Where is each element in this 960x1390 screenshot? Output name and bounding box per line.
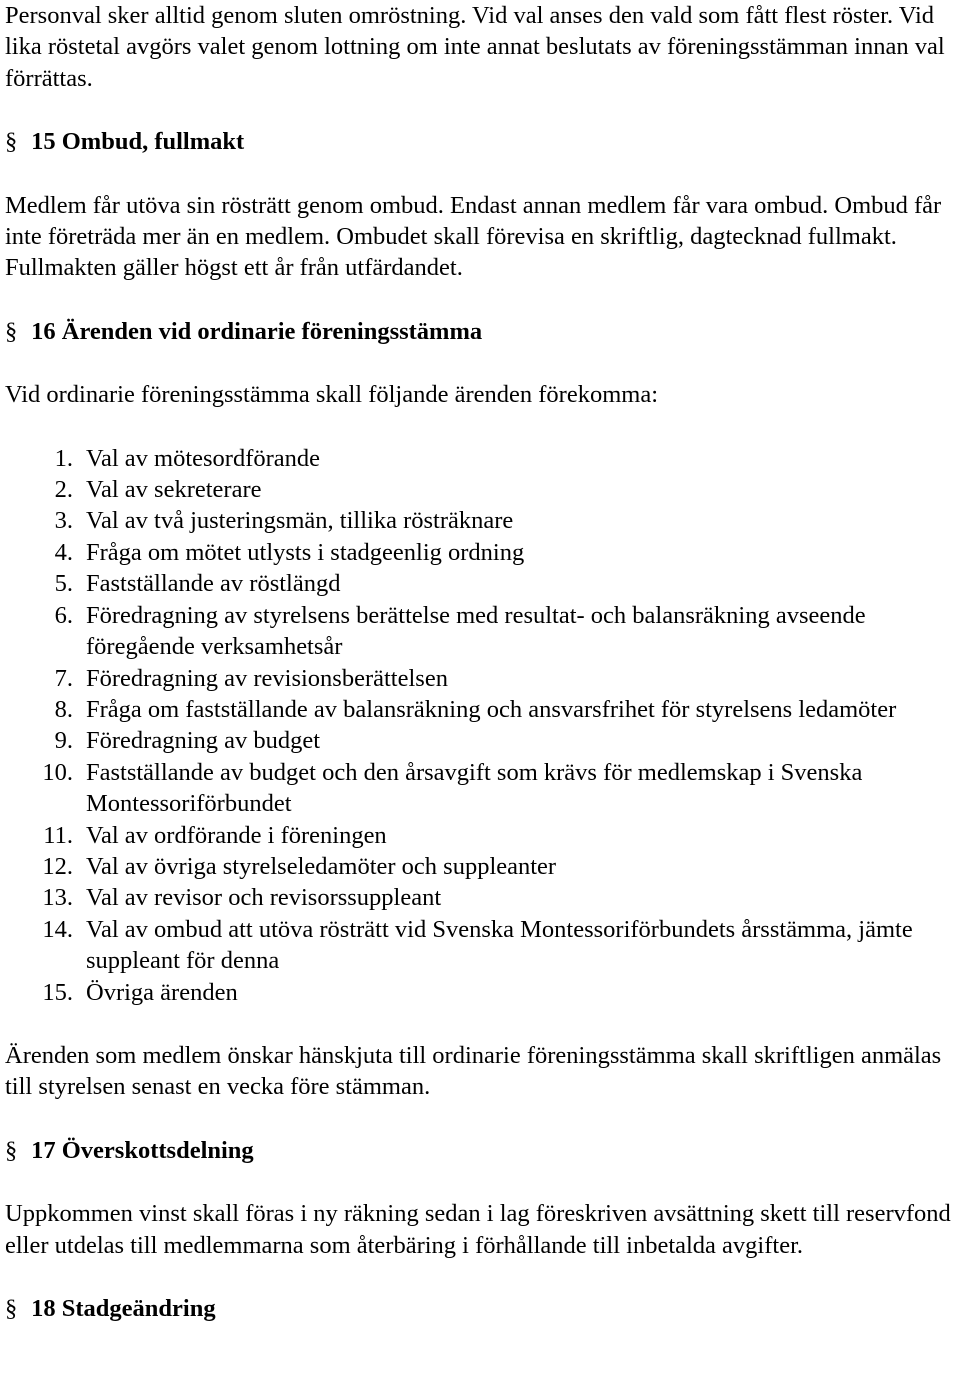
agenda-item-number: 7.: [54, 664, 73, 692]
agenda-item-text: Fastställande av budget och den årsavgift som krävs för medlemskap i Svenska Montessoriförbundet: [86, 758, 863, 818]
section-heading-15: [5, 126, 955, 157]
section-sign: §: [5, 317, 18, 345]
agenda-item-text: Val av mötesordförande: [86, 444, 321, 472]
section-sign: §: [5, 1136, 18, 1164]
spacer: [5, 411, 955, 443]
agenda-item: [5, 663, 955, 694]
agenda-item-text: Val av övriga styrelseledamöter och suppleanter: [86, 852, 557, 880]
agenda-item-text: Val av revisor och revisorssuppleant: [86, 884, 442, 912]
section-title: 17 Överskottsdelning: [31, 1136, 254, 1164]
agenda-item: [5, 820, 955, 851]
agenda-item-text: Val av ordförande i föreningen: [86, 821, 387, 849]
agenda-item: [5, 882, 955, 913]
agenda-item-number: 12.: [42, 852, 73, 880]
agenda-item-number: 15.: [42, 978, 73, 1006]
intro-paragraph: Personval sker alltid genom sluten omröstning. Vid val anses den vald som fått flest röster. Vid lika röstetal avgörs valet genom lottning om inte annat beslutats av föreningsstämman innan val förrättas.: [5, 2, 945, 92]
agenda-item-number: 10.: [42, 758, 73, 786]
agenda-item-text: Fastställande av röstlängd: [86, 570, 341, 598]
section-title: 16 Ärenden vid ordinarie föreningsstämma: [31, 317, 483, 345]
spacer: [5, 1008, 955, 1040]
section-17-body: Uppkommen vinst skall föras i ny räkning sedan i lag föreskriven avsättning skett till reservfond eller utdelas till medlemmarna som återbäring i förhållande till inbetalda avgifter.: [5, 1200, 951, 1259]
section-heading-18: [5, 1293, 955, 1324]
section-title: 15 Ombud, fullmakt: [31, 128, 245, 156]
spacer: [5, 1166, 955, 1198]
agenda-item-number: 14.: [42, 915, 73, 943]
spacer: [5, 1103, 955, 1135]
agenda-item-text: Val av två justeringsmän, tillika rösträknare: [86, 507, 514, 535]
agenda-item-text: Fråga om fastställande av balansräkning och ansvarsfrihet för styrelsens ledamöter: [86, 695, 897, 723]
spacer: [5, 94, 955, 126]
section-title: 18 Stadgeändring: [31, 1295, 216, 1322]
agenda-item-text: Övriga ärenden: [86, 978, 238, 1006]
spacer: [5, 158, 955, 190]
agenda-item-text: Val av ombud att utöva rösträtt vid Svenska Montessoriförbundets årsstämma, jämte suppleant för denna: [86, 915, 913, 975]
agenda-item-number: 1.: [54, 444, 73, 472]
spacer: [5, 347, 955, 379]
section-heading-17: [5, 1135, 955, 1166]
agenda-item-text: Fråga om mötet utlysts i stadgeenlig ordning: [86, 538, 525, 566]
section-15-body: Medlem får utöva sin rösträtt genom ombud. Endast annan medlem får vara ombud. Ombud får inte företräda mer än en medlem. Ombudet skall förevisa en skriftlig, dagtecknad fullmakt. Fullmakten gäller högst ett år från utfärdandet.: [5, 191, 942, 282]
spacer: [5, 1261, 955, 1293]
spacer: [5, 284, 955, 316]
section-heading-16: [5, 316, 955, 347]
agenda-item: [5, 977, 955, 1008]
agenda-item: [5, 600, 955, 663]
agenda-item: [5, 443, 955, 474]
agenda-item-number: 3.: [54, 507, 73, 535]
agenda-item-number: 2.: [54, 476, 73, 504]
agenda-item: [5, 568, 955, 599]
agenda-list: [5, 443, 955, 1008]
document-page: [5, 0, 955, 1324]
agenda-item: [5, 914, 955, 977]
agenda-item-number: 4.: [54, 538, 73, 566]
agenda-item-number: 13.: [42, 884, 73, 912]
agenda-item: [5, 694, 955, 725]
agenda-item: [5, 474, 955, 505]
section-sign: §: [5, 128, 18, 156]
agenda-item-text: Föredragning av revisionsberättelsen: [86, 664, 448, 692]
agenda-item: [5, 537, 955, 568]
agenda-item: [5, 851, 955, 882]
agenda-item: [5, 757, 955, 820]
section-16-lead: Vid ordinarie föreningsstämma skall följande ärenden förekomma:: [5, 381, 659, 409]
agenda-item-number: 8.: [54, 695, 73, 723]
section-sign: §: [5, 1295, 18, 1322]
agenda-item-number: 9.: [54, 727, 73, 755]
agenda-item-number: 6.: [54, 601, 73, 629]
agenda-item: [5, 505, 955, 536]
agenda-item-text: Val av sekreterare: [86, 476, 262, 504]
agenda-item-text: Föredragning av styrelsens berättelse med resultat- och balansräkning avseende föregående verksamhetsår: [86, 601, 866, 661]
section-16-closing: Ärenden som medlem önskar hänskjuta till ordinarie föreningsstämma skall skriftligen anmälas till styrelsen senast en vecka före stämman.: [5, 1041, 942, 1101]
agenda-item-text: Föredragning av budget: [86, 727, 321, 755]
agenda-item-number: 5.: [54, 570, 73, 598]
agenda-item-number: 11.: [43, 821, 73, 849]
agenda-item: [5, 725, 955, 756]
